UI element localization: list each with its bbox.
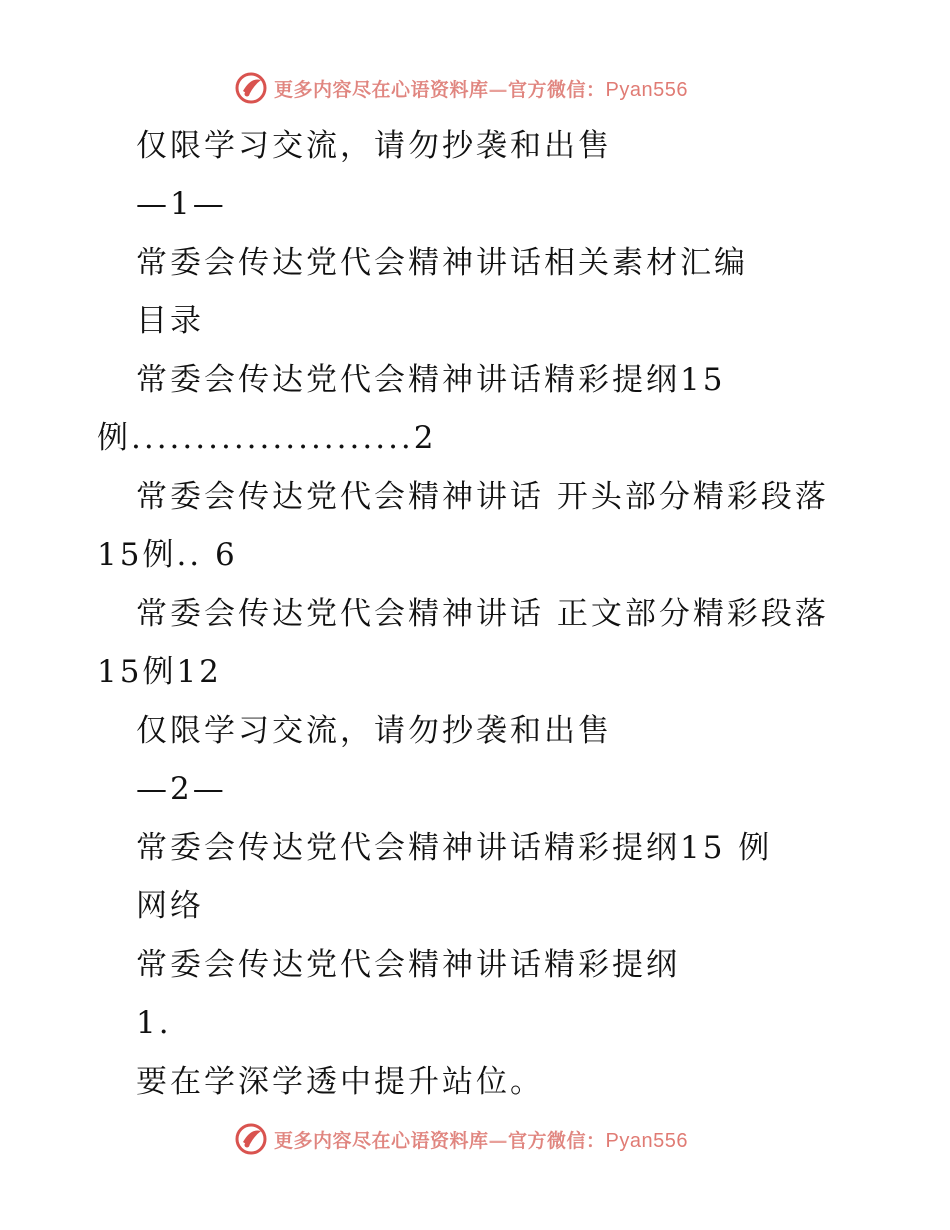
section-subheading: 常委会传达党代会精神讲话精彩提纲 [136,947,680,983]
section-heading: 常委会传达党代会精神讲话精彩提纲15 例 [136,830,773,866]
logo-icon [234,1122,268,1156]
banner-separator: — [488,1129,509,1152]
logo-icon [234,71,268,105]
banner-wechat-text: 官方微信： [508,78,606,101]
banner-site-text: 更多内容尽在心语资料库 [274,1129,489,1152]
list-number: 1. [136,1005,172,1041]
toc-entry-continuation: 15例12 [97,654,222,690]
page-number-marker: —2— [136,771,227,807]
document-title: 常委会传达党代会精神讲话相关素材汇编 [136,245,748,281]
banner-separator: — [488,78,509,101]
toc-entry: 常委会传达党代会精神讲话 正文部分精彩段落 [136,596,829,632]
text-line: 要在学深学透中提升站位。 [136,1064,544,1100]
banner-site-text: 更多内容尽在心语资料库 [274,78,489,101]
toc-entry-continuation: 例......................2 [97,420,437,456]
banner-wechat-id: Pyan556 [605,1129,688,1152]
toc-entry: 常委会传达党代会精神讲话 开头部分精彩段落 [136,479,829,515]
header-watermark-banner [234,70,688,106]
banner-text [274,75,688,102]
text-line: 网络 [136,888,204,924]
text-line: 仅限学习交流，请勿抄袭和出售 [136,713,612,749]
banner-wechat-text: 官方微信： [508,1129,606,1152]
text-line: 仅限学习交流，请勿抄袭和出售 [136,128,612,164]
toc-entry-continuation: 15例.. 6 [97,537,238,573]
toc-heading: 目录 [136,303,204,339]
footer-watermark-banner [234,1121,688,1157]
toc-entry: 常委会传达党代会精神讲话精彩提纲15 [136,362,726,398]
page-number-marker: —1— [136,186,227,222]
banner-text [274,1126,688,1153]
banner-wechat-id: Pyan556 [605,78,688,101]
